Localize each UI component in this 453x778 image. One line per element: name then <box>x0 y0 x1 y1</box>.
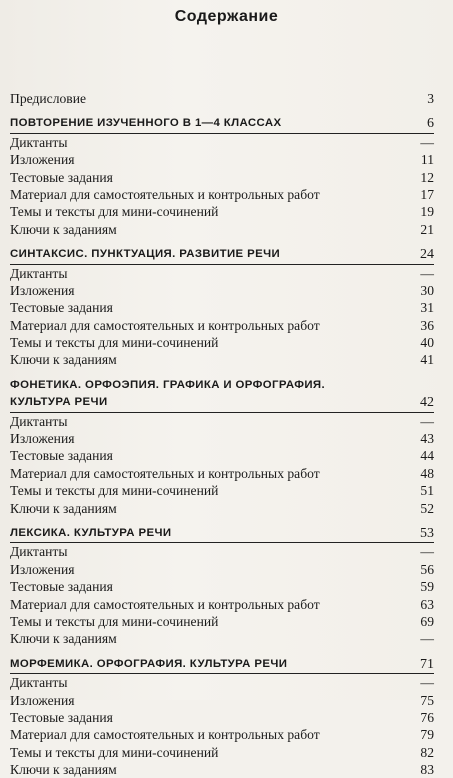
toc-entry <box>10 430 434 447</box>
toc-entry <box>10 221 434 238</box>
toc-entry-label: Тестовые задания <box>10 579 113 595</box>
toc-page-number: 75 <box>420 692 434 708</box>
toc-entry <box>10 709 434 726</box>
toc-entry <box>10 203 434 220</box>
toc-entry <box>10 299 434 316</box>
toc-entry <box>10 482 434 499</box>
toc-page-number: — <box>420 265 434 281</box>
toc-page-number: — <box>420 134 434 150</box>
toc-entry <box>10 561 434 578</box>
toc-entry <box>10 90 434 107</box>
toc-entry <box>10 726 434 743</box>
toc-page-number: 24 <box>420 247 434 263</box>
toc-page-number: 19 <box>420 204 434 220</box>
toc-page-number: 36 <box>420 317 434 333</box>
toc-page-number: 79 <box>420 727 434 743</box>
toc-entry-label: МОРФЕМИКА. ОРФОГРАФИЯ. КУЛЬТУРА РЕЧИ <box>10 657 288 670</box>
toc-entry <box>10 613 434 630</box>
toc-page-number: — <box>420 631 434 647</box>
toc-page-number: 12 <box>420 169 434 185</box>
toc-page-number: 59 <box>420 579 434 595</box>
toc-page-number: 11 <box>420 152 434 168</box>
toc-section-heading <box>10 115 434 133</box>
toc-entry-label: ПОВТОРЕНИЕ ИЗУЧЕННОГО В 1—4 КЛАССАХ <box>10 117 282 130</box>
toc-entry <box>10 265 434 282</box>
toc-entry <box>10 500 434 517</box>
toc-entry-label: Изложения <box>10 431 75 447</box>
toc-section-heading <box>10 656 434 674</box>
toc-section-heading <box>10 246 434 264</box>
toc-page-number: 48 <box>420 465 434 481</box>
toc-entry <box>10 334 434 351</box>
toc-entry-label: СИНТАКСИС. ПУНКТУАЦИЯ. РАЗВИТИЕ РЕЧИ <box>10 248 281 261</box>
toc-page-number: — <box>420 544 434 560</box>
toc-section-heading <box>10 394 434 412</box>
toc-entry <box>10 578 434 595</box>
toc-entry-label: Материал для самостоятельных и контрольных работ <box>10 465 320 481</box>
page-title: Содержание <box>174 8 279 25</box>
toc-entry-label: Ключи к заданиям <box>10 631 117 647</box>
toc-page-number: 71 <box>420 656 434 672</box>
toc-entry-label: Темы и тексты для мини-сочинений <box>10 204 219 220</box>
toc-entry-label: Ключи к заданиям <box>10 352 117 368</box>
toc-entry-label: Темы и тексты для мини-сочинений <box>10 335 219 351</box>
toc-entry <box>10 169 434 186</box>
toc-entry <box>10 692 434 709</box>
toc-page-number: 43 <box>420 431 434 447</box>
toc-entry <box>10 413 434 430</box>
toc-entry <box>10 543 434 560</box>
toc-page-number: 83 <box>420 762 434 778</box>
toc-entry-label: Диктанты <box>10 413 68 429</box>
toc-page-number: 3 <box>427 91 434 106</box>
toc-section-heading <box>10 377 434 394</box>
toc-page-number: 6 <box>427 116 434 132</box>
table-of-contents <box>10 90 434 778</box>
toc-entry <box>10 674 434 691</box>
toc-entry-label: Диктанты <box>10 265 68 281</box>
toc-entry <box>10 596 434 613</box>
toc-entry-label: Ключи к заданиям <box>10 221 117 237</box>
toc-entry-label: Тестовые задания <box>10 448 113 464</box>
toc-page-number: 30 <box>420 282 434 298</box>
toc-page-number: 69 <box>420 613 434 629</box>
toc-entry-label: Ключи к заданиям <box>10 500 117 516</box>
toc-page-number: 41 <box>420 352 434 368</box>
toc-entry-label: Материал для самостоятельных и контрольных работ <box>10 186 320 202</box>
toc-page-number: 56 <box>420 561 434 577</box>
toc-entry <box>10 630 434 647</box>
toc-entry-label: Материал для самостоятельных и контрольных работ <box>10 317 320 333</box>
toc-entry-label: Тестовые задания <box>10 300 113 316</box>
toc-entry <box>10 744 434 761</box>
toc-entry-label: Темы и тексты для мини-сочинений <box>10 613 219 629</box>
toc-page-number: 76 <box>420 709 434 725</box>
toc-entry-label: Диктанты <box>10 544 68 560</box>
section-gap <box>10 107 434 115</box>
toc-entry-label: Диктанты <box>10 134 68 150</box>
toc-entry-label: Материал для самостоятельных и контрольных работ <box>10 596 320 612</box>
toc-entry-label: Изложения <box>10 561 75 577</box>
toc-page-number: 40 <box>420 335 434 351</box>
toc-entry <box>10 317 434 334</box>
toc-entry <box>10 465 434 482</box>
toc-entry-label: Изложения <box>10 152 75 168</box>
toc-page-number: 63 <box>420 596 434 612</box>
toc-entry <box>10 282 434 299</box>
toc-page-number: 53 <box>420 525 434 541</box>
toc-entry-label: Темы и тексты для мини-сочинений <box>10 483 219 499</box>
toc-entry-label: КУЛЬТУРА РЕЧИ <box>10 396 108 409</box>
toc-entry-label: ЛЕКСИКА. КУЛЬТУРА РЕЧИ <box>10 526 172 539</box>
section-gap <box>10 238 434 246</box>
toc-page-number: — <box>420 413 434 429</box>
toc-entry-label: Ключи к заданиям <box>10 762 117 778</box>
toc-entry-label: Темы и тексты для мини-сочинений <box>10 744 219 760</box>
toc-entry <box>10 447 434 464</box>
toc-page-number: 31 <box>420 300 434 316</box>
toc-entry-label: Изложения <box>10 692 75 708</box>
toc-page-number: 21 <box>420 221 434 237</box>
section-gap <box>10 517 434 525</box>
toc-page-number: 52 <box>420 500 434 516</box>
section-gap <box>10 648 434 656</box>
toc-entry <box>10 151 434 168</box>
toc-page-number: 17 <box>420 186 434 202</box>
toc-entry-label: ФОНЕТИКА. ОРФОЭПИЯ. ГРАФИКА И ОРФОГРАФИЯ. <box>10 378 326 391</box>
toc-entry <box>10 186 434 203</box>
toc-entry-label: Изложения <box>10 282 75 298</box>
toc-entry-label: Диктанты <box>10 675 68 691</box>
toc-entry-label: Тестовые задания <box>10 169 113 185</box>
toc-entry <box>10 761 434 778</box>
toc-page-number: 82 <box>420 744 434 760</box>
toc-page-number: 42 <box>420 395 434 411</box>
toc-entry <box>10 351 434 368</box>
toc-entry-label: Предисловие <box>10 91 87 106</box>
section-gap <box>10 369 434 377</box>
toc-page-number: 51 <box>420 483 434 499</box>
toc-entry-label: Материал для самостоятельных и контрольных работ <box>10 727 320 743</box>
toc-page-number: — <box>420 675 434 691</box>
toc-page-number: 44 <box>420 448 434 464</box>
toc-section-heading <box>10 525 434 543</box>
toc-entry <box>10 134 434 151</box>
toc-entry-label: Тестовые задания <box>10 709 113 725</box>
